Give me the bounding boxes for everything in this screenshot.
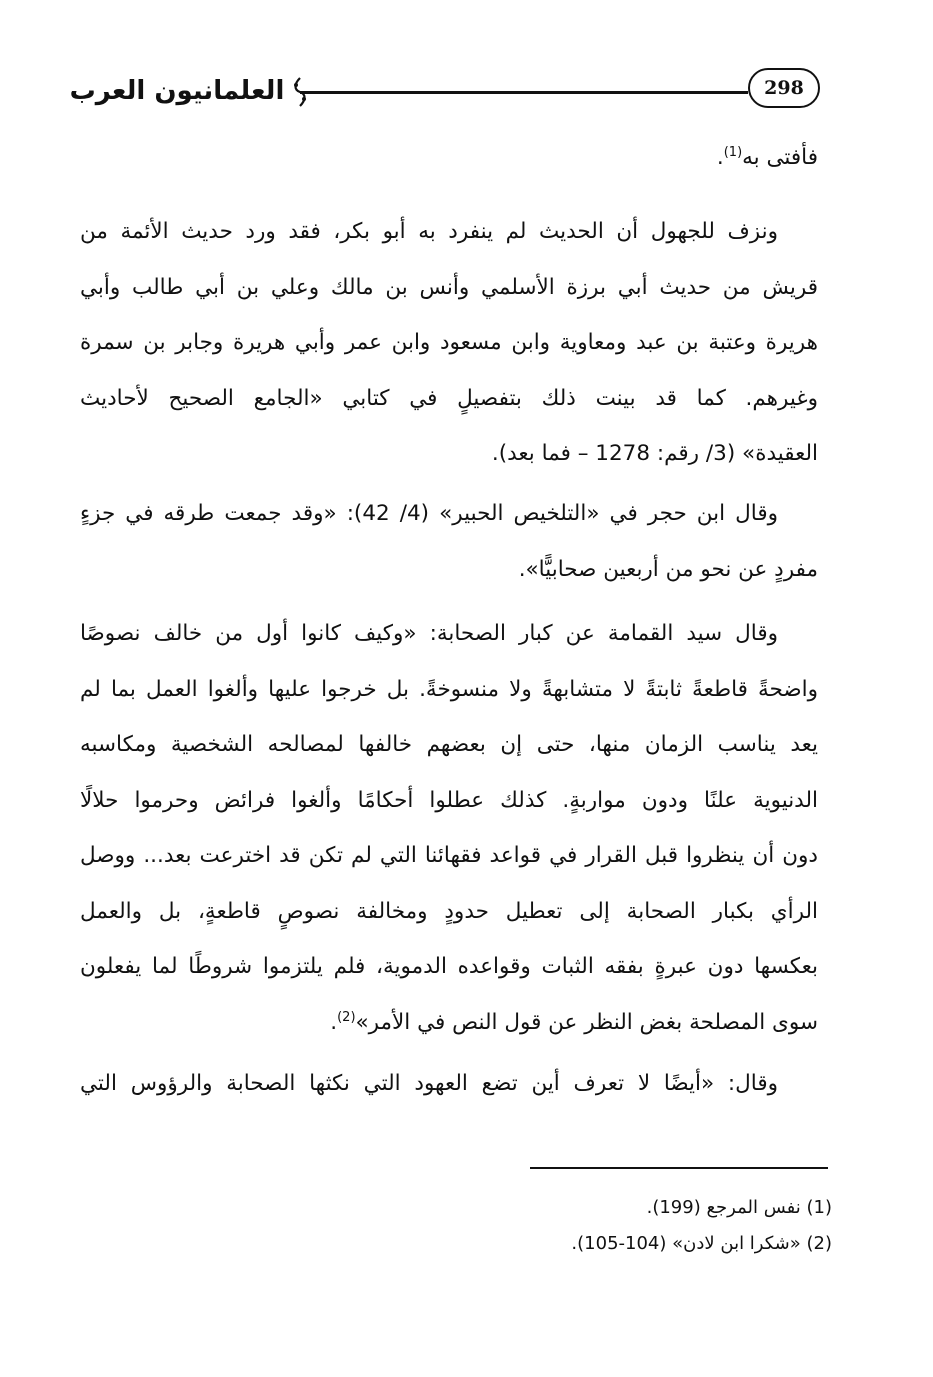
footnote-ref: (2) [337,1009,356,1025]
footnote-2: (2) «شكرا ابن لادن» (104-105). [571,1233,832,1254]
text-line: هريرة وعتبة بن عبد ومعاوية وابن مسعود وابن عمر وأبي هريرة وجابر بن سمرة [80,330,818,355]
text-line: وقال: «أيضًا لا تعرف أين تضع العهود التي نكثها الصحابة والرؤوس التي [80,1071,778,1096]
text-line: دون أن ينظروا قبل القرار في قواعد فقهائنا التي لم تكن قد اخترعت بعد... ووصل [80,843,818,868]
paragraph-hadith-sources [80,204,818,482]
text-line: العقيدة» (3/ رقم: 1278 – فما بعد). [491,441,818,466]
footnote-ref: (1) [723,144,743,160]
text-line: وقال ابن حجر في «التلخيص الحبير» (4/ 42): «وقد جمعت طرقه في جزءٍ [80,501,778,526]
footnote-rule [530,1167,828,1169]
text-line: فأفتى به$^{(1)}$. [716,144,818,170]
text-line: وقال سيد القمامة عن كبار الصحابة: «وكيف كانوا أول من خالف نصوصًا [80,621,778,646]
ornament-icon [290,76,310,108]
paragraph-continuation [80,130,818,186]
text-line: واضحةً قاطعةً ثابتةً لا متشابهةً ولا منسوخةً. بل خرجوا عليها وألغوا العمل بما لم [80,676,818,702]
text-line: الدنيوية علنًا ودون مواربةٍ. كذلك عطلوا أحكامًا وألغوا فرائض وحرموا حلالًا [80,787,818,813]
page-number: 298 [748,68,820,108]
text-line: يعد يناسب الزمان منها، حتى إن بعضهم خالفها لمصالحه الشخصية ومكاسبه [80,732,818,757]
book-title: العلمانيون العرب [69,76,285,106]
text-line: قريش من حديث أبي برزة الأسلمي وأنس بن مالك وعلي بن أبي طالب وأبي [80,274,818,300]
text-line: الرأي بكبار الصحابة إلى تعطيل حدودٍ ومخالفة نصوصٍ قاطعةٍ، بل والعمل [80,898,818,924]
paragraph-quote [80,606,818,1050]
text-line: ونزف للجهول أن الحديث لم ينفرد به أبو بكر، فقد ورد حديث الأئمة من [80,219,778,244]
header-rule [300,91,748,94]
text-line: وغيرهم. كما قد بينت ذلك بتفصيلٍ في كتابي «الجامع الصحيح لأحاديث [80,385,818,411]
text-line: سوى المصلحة بغض النظر عن قول النص في الأمر»$^{(2)}$. [330,1009,818,1035]
paragraph-ibn-hajar [80,486,818,597]
text-line: بعكسها دون عبرةٍ بفقه الثبات وقواعده الدموية، فلم يلتزموا شروطًا لما يفعلون [80,954,818,979]
paragraph-trailing [80,1056,818,1112]
footnote-1: (1) نفس المرجع (199). [646,1197,832,1218]
text-line: مفردٍ عن نحو من أربعين صحابيًّا». [518,556,818,582]
